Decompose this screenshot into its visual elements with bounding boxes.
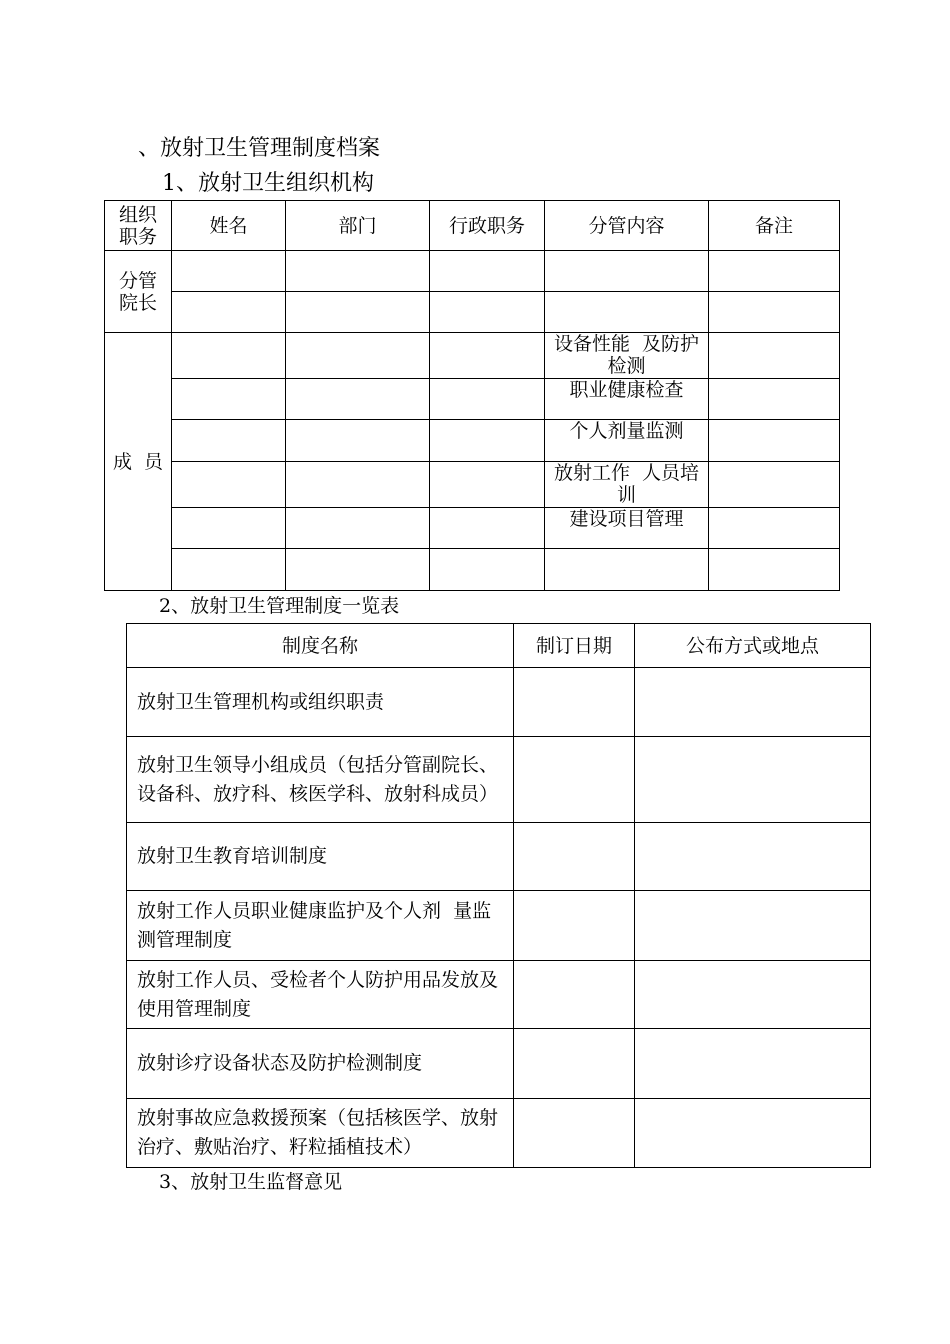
header-system-name: 制度名称 <box>127 624 514 668</box>
duty-cell: 放射工作 人员培训 <box>545 462 709 508</box>
table-row <box>105 333 840 379</box>
system-name-cell: 放射卫生管理机构或组织职责 <box>127 668 514 737</box>
subsection-system-title: 2、放射卫生管理制度一览表 <box>159 595 400 617</box>
duty-cell <box>545 549 709 591</box>
system-name-cell: 放射工作人员、受检者个人防护用品发放及使用管理制度 <box>127 961 514 1029</box>
system-table-header-row <box>127 624 871 668</box>
subsection-opinion-title: 3、放射卫生监督意见 <box>159 1171 343 1193</box>
table-row <box>105 420 840 462</box>
system-name-cell: 放射卫生教育培训制度 <box>127 823 514 891</box>
table-row <box>105 508 840 549</box>
table-row <box>127 668 871 737</box>
table-row <box>105 251 840 292</box>
table-row <box>127 961 871 1029</box>
group-deputy-director: 分管院长 <box>105 251 172 333</box>
management-system-table <box>126 623 871 1168</box>
duty-cell: 设备性能 及防护检测 <box>545 333 709 379</box>
table-row <box>105 549 840 591</box>
duty-cell: 建设项目管理 <box>545 508 709 549</box>
header-remarks: 备注 <box>709 201 840 251</box>
table-row <box>127 1029 871 1099</box>
table-row <box>127 737 871 823</box>
org-table-header-row <box>105 201 840 251</box>
table-row <box>127 891 871 961</box>
org-structure-table <box>104 200 840 591</box>
duty-cell: 个人剂量监测 <box>545 420 709 462</box>
table-row <box>127 823 871 891</box>
system-name-cell: 放射卫生领导小组成员（包括分管副院长、设备科、放疗科、核医学科、放射科成员） <box>127 737 514 823</box>
group-members: 成 员 <box>105 333 172 591</box>
header-department: 部门 <box>286 201 430 251</box>
system-name-cell: 放射工作人员职业健康监护及个人剂 量监测管理制度 <box>127 891 514 961</box>
header-org-position: 组织职务 <box>105 201 172 251</box>
system-name-cell: 放射诊疗设备状态及防护检测制度 <box>127 1029 514 1099</box>
header-name: 姓名 <box>172 201 286 251</box>
table-row <box>127 1099 871 1168</box>
system-name-cell: 放射事故应急救援预案（包括核医学、放射治疗、敷贴治疗、籽粒插植技术） <box>127 1099 514 1168</box>
table-row <box>105 379 840 420</box>
header-issue-date: 制订日期 <box>514 624 635 668</box>
table-row <box>105 292 840 333</box>
header-admin-position: 行政职务 <box>430 201 545 251</box>
header-responsibility: 分管内容 <box>545 201 709 251</box>
header-publish-method: 公布方式或地点 <box>635 624 871 668</box>
subsection-org-title: 1、放射卫生组织机构 <box>162 171 374 196</box>
duty-cell: 职业健康检查 <box>545 379 709 420</box>
table-row <box>105 462 840 508</box>
section-title: 、放射卫生管理制度档案 <box>138 136 381 161</box>
